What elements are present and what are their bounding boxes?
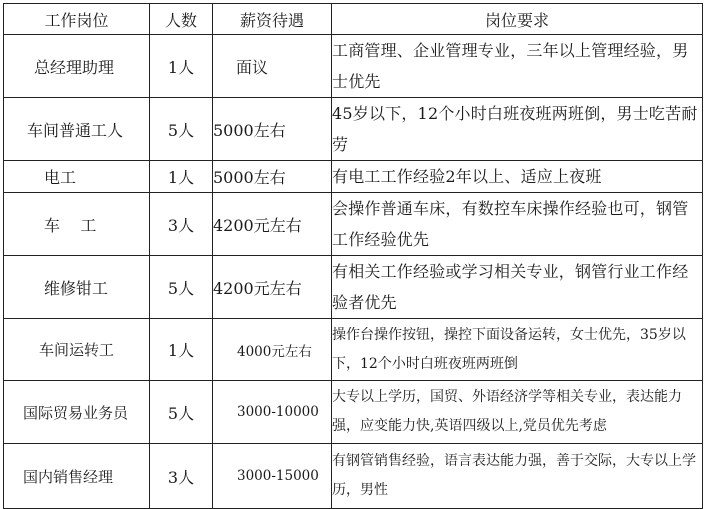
cell-position: 车间运转工 — [4, 319, 150, 381]
cell-position: 车 工 — [4, 193, 150, 256]
table-header-row — [4, 4, 703, 35]
job-table — [3, 3, 703, 509]
cell-position: 国际贸易业务员 — [4, 381, 150, 444]
cell-requirements: 操作台操作按钮，操控下面设备运转，女士优先，35岁以下，12个小时白班夜班两班倒 — [332, 319, 703, 381]
cell-salary: 4200元左右 — [213, 193, 332, 256]
table-row — [4, 256, 703, 319]
cell-count: 3人 — [150, 193, 213, 256]
header-requirements: 岗位要求 — [332, 4, 703, 35]
table-row — [4, 35, 703, 98]
cell-salary: 5000左右 — [213, 161, 332, 193]
header-count: 人数 — [150, 4, 213, 35]
cell-position: 国内销售经理 — [4, 444, 150, 509]
table-row — [4, 381, 703, 444]
cell-position: 电工 — [4, 161, 150, 193]
table-row — [4, 193, 703, 256]
cell-requirements: 有电工工作经验2年以上、适应上夜班 — [332, 161, 703, 193]
cell-count: 5人 — [150, 98, 213, 161]
cell-count: 5人 — [150, 256, 213, 319]
cell-requirements: 会操作普通车床，有数控车床操作经验也可，钢管工作经验优先 — [332, 193, 703, 256]
table-row — [4, 444, 703, 509]
cell-count: 1人 — [150, 35, 213, 98]
table-row — [4, 161, 703, 193]
cell-position: 总经理助理 — [4, 35, 150, 98]
cell-requirements: 有相关工作经验或学习相关专业，钢管行业工作经验者优先 — [332, 256, 703, 319]
cell-count: 5人 — [150, 381, 213, 444]
cell-salary: 5000左右 — [213, 98, 332, 161]
cell-requirements: 工商管理、企业管理专业，三年以上管理经验，男士优先 — [332, 35, 703, 98]
cell-requirements: 大专以上学历，国贸、外语经济学等相关专业，表达能力强，应变能力快,英语四级以上,党员优先考虑 — [332, 381, 703, 444]
cell-count: 1人 — [150, 161, 213, 193]
cell-requirements: 有钢管销售经验，语言表达能力强，善于交际，大专以上学历，男性 — [332, 444, 703, 509]
header-salary: 薪资待遇 — [213, 4, 332, 35]
table-row — [4, 98, 703, 161]
cell-count: 1人 — [150, 319, 213, 381]
cell-requirements: 45岁以下，12个小时白班夜班两班倒，男士吃苦耐劳 — [332, 98, 703, 161]
cell-salary: 3000-10000 — [213, 381, 332, 444]
header-position: 工作岗位 — [4, 4, 150, 35]
cell-position: 维修钳工 — [4, 256, 150, 319]
cell-salary: 4200元左右 — [213, 256, 332, 319]
cell-position: 车间普通工人 — [4, 98, 150, 161]
cell-salary: 面议 — [213, 35, 332, 98]
cell-count: 3人 — [150, 444, 213, 509]
table-row — [4, 319, 703, 381]
cell-salary: 3000-15000 — [213, 444, 332, 509]
cell-salary: 4000元左右 — [213, 319, 332, 381]
